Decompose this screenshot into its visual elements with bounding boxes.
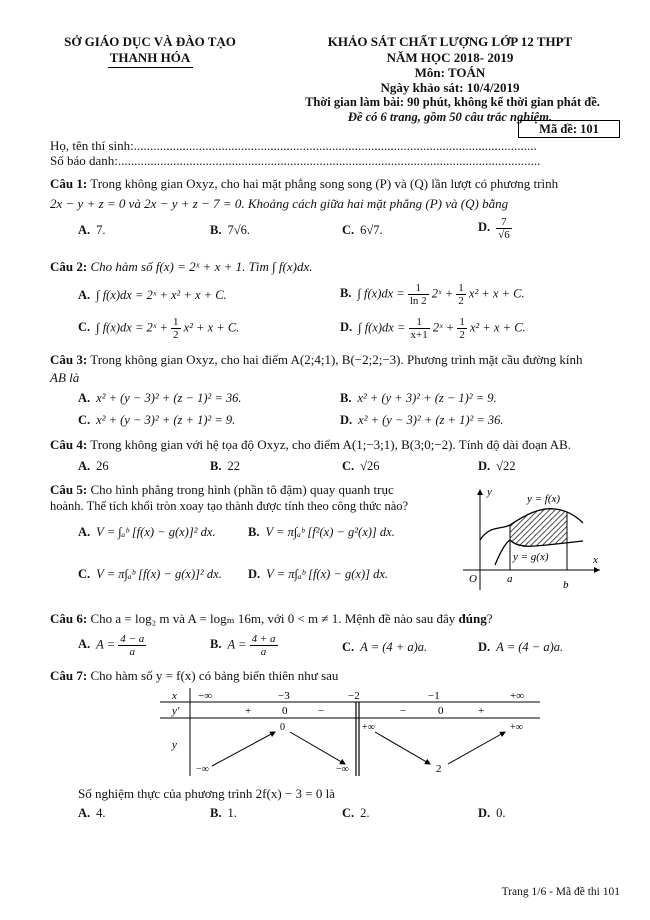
header-divider: [108, 67, 193, 68]
y-axis-arrow: [477, 489, 483, 495]
q1-option-c[interactable]: C. 6√7.: [342, 223, 383, 237]
q4-option-c[interactable]: C. √26: [342, 459, 380, 473]
q2-option-a[interactable]: A. ∫ f(x)dx = 2ˣ + x² + x + C.: [78, 288, 227, 302]
b-label: b: [563, 579, 569, 591]
sign-1: +: [245, 705, 252, 717]
school-year: NĂM HỌC 2018- 2019: [386, 50, 514, 65]
arrow-increase-1: [212, 732, 275, 766]
exam-duration: Thời gian làm bài: 90 phút, không kể thời gian phát đề.: [305, 95, 600, 109]
y-value-start: −∞: [196, 764, 209, 775]
q2-option-c[interactable]: C. ∫ f(x)dx = 2ˣ + $\frac{1}{2}$ x² + x + C.: [78, 316, 240, 341]
origin-label: O: [469, 573, 477, 585]
question-1: [50, 176, 558, 192]
question-5-line2: hoành. Thể tích khối tròn xoay tạo thành được tính theo công thức nào?: [50, 499, 409, 513]
student-id-field[interactable]: Số báo danh:..................................................................................................................................: [50, 153, 541, 168]
page-footer: Trang 1/6 - Mã đề thi 101: [501, 886, 620, 898]
subject: Môn: TOÁN: [414, 65, 486, 80]
question-3-line2: AB là: [50, 370, 80, 385]
department-name: SỞ GIÁO DỤC VÀ ĐÀO TẠO: [64, 34, 236, 49]
y-value-right-limit: +∞: [362, 722, 375, 733]
a-label: a: [507, 573, 513, 585]
q1-option-b[interactable]: B. 7√6.: [210, 223, 250, 237]
sign-2: 0: [282, 705, 288, 717]
question-5: Câu 5: Cho hình phẳng trong hình (phần tô đậm) quay quanh trục: [50, 482, 394, 497]
q5-option-a[interactable]: A. V = ∫ₐᵇ [f(x) − g(x)]² dx.: [78, 525, 216, 539]
shaded-region: [510, 509, 567, 547]
student-name-field[interactable]: Họ, tên thí sinh:............................................................................................................................: [50, 138, 537, 153]
q2-option-d[interactable]: D. ∫ f(x)dx = $\frac{1}{x+1}$ 2ˣ + $\frac{1}{2}$ x² + x + C.: [340, 316, 526, 341]
q1-option-d[interactable]: D. $\frac{7}{√6}$: [478, 216, 510, 241]
question-4: Câu 4: Trong không gian với hệ tọa độ Oxyz, cho điểm A(1;−3;1), B(3;0;−2). Tính độ dài đoạn AB.: [50, 437, 572, 452]
q6-option-a[interactable]: A. A = $\frac{4 - a}{a}$: [78, 633, 145, 658]
question-1-label: Câu 1:: [50, 176, 88, 191]
q4-option-b[interactable]: B. 22: [210, 459, 240, 473]
q5-option-b[interactable]: B. V = π∫ₐᵇ [f²(x) − g²(x)] dx.: [248, 525, 395, 539]
x-value-4: −1: [428, 690, 440, 702]
arrow-decrease-2: [375, 732, 430, 764]
x-axis-label: x: [593, 554, 598, 566]
sign-5: 0: [438, 705, 444, 717]
exam-title: KHẢO SÁT CHẤT LƯỢNG LỚP 12 THPT: [327, 34, 573, 49]
variation-table: [160, 688, 540, 778]
q1-option-a[interactable]: A. 7.: [78, 223, 106, 237]
exam-code-box: Mã đề: 101: [518, 120, 620, 138]
y-value-min: 2: [436, 763, 442, 775]
question-7-ask: Số nghiệm thực của phương trình 2f(x) − 3 = 0 là: [78, 786, 335, 801]
sign-4: −: [400, 705, 407, 717]
exam-date: Ngày khảo sát: 10/4/2019: [380, 80, 520, 95]
g-label: y = g(x): [513, 551, 549, 563]
q3-option-c[interactable]: C. x² + (y − 3)² + (z + 1)² = 9.: [78, 413, 236, 427]
arrow-increase-2: [448, 732, 505, 764]
province-name: THANH HÓA: [109, 50, 191, 65]
q3-option-b[interactable]: B. x² + (y + 3)² + (z − 1)² = 9.: [340, 391, 497, 405]
table-yp-label: y′: [172, 705, 180, 717]
x-axis-arrow: [594, 567, 600, 573]
sign-6: +: [478, 705, 485, 717]
x-value-2: −3: [278, 690, 290, 702]
y-value-max: 0: [280, 722, 285, 733]
q5-option-d[interactable]: D. V = π∫ₐᵇ [f(x) − g(x)] dx.: [248, 567, 389, 581]
question-1-line2: 2x − y + z = 0 và 2x − y + z − 7 = 0. Khoảng cách giữa hai mặt phẳng (P) và (Q) bằng: [50, 196, 509, 211]
q3-option-d[interactable]: D. x² + (y − 3)² + (z + 1)² = 36.: [340, 413, 504, 427]
question-7: Câu 7: Cho hàm số y = f(x) có bảng biến thiên như sau: [50, 668, 339, 683]
q4-option-a[interactable]: A. 26: [78, 459, 109, 473]
page-count: Đề có 6 trang, gồm 50 câu trắc nghiệm.: [347, 110, 553, 124]
q4-option-d[interactable]: D. √22: [478, 459, 516, 473]
table-y-label: y: [172, 739, 177, 751]
x-value-5: +∞: [510, 690, 525, 702]
q7-option-b[interactable]: B. 1.: [210, 806, 237, 820]
sign-3: −: [318, 705, 325, 717]
x-value-3: −2: [348, 690, 360, 702]
y-value-end: +∞: [510, 722, 523, 733]
q6-option-b[interactable]: B. A = $\frac{4 + a}{a}$: [210, 633, 276, 658]
f-label: y = f(x): [527, 493, 561, 505]
question-2: Câu 2: Cho hàm số f(x) = 2ˣ + x + 1. Tìm ∫ f(x)dx.: [50, 259, 313, 274]
q7-option-c[interactable]: C. 2.: [342, 806, 370, 820]
question-1-line1: Trong không gian Oxyz, cho hai mặt phẳng song song (P) và (Q) lần lượt có phương trình: [90, 176, 559, 191]
arrow-decrease-1: [290, 732, 345, 764]
table-x-label: x: [172, 690, 177, 702]
q6-option-c[interactable]: C. A = (4 + a)a.: [342, 640, 428, 654]
y-value-left-limit: −∞: [336, 764, 349, 775]
q3-option-a[interactable]: A. x² + (y − 3)² + (z − 1)² = 36.: [78, 391, 242, 405]
q5-graph: [455, 485, 605, 595]
q6-option-d[interactable]: D. A = (4 − a)a.: [478, 640, 564, 654]
x-value-1: −∞: [198, 690, 213, 702]
q7-option-a[interactable]: A. 4.: [78, 806, 106, 820]
question-6: Câu 6: Cho a = log₂ m và A = logₘ 16m, với 0 < m ≠ 1. Mệnh đề nào sau đây đúng?: [50, 611, 493, 626]
y-axis-label: y: [487, 486, 492, 498]
q7-option-d[interactable]: D. 0.: [478, 806, 506, 820]
q5-option-c[interactable]: C. V = π∫ₐᵇ [f(x) − g(x)]² dx.: [78, 567, 222, 581]
q2-option-b[interactable]: B. ∫ f(x)dx = $\frac{1}{\ln 2}$ 2ˣ + $\frac{1}{2}$ x² + x + C.: [340, 282, 525, 307]
question-3: Câu 3: Trong không gian Oxyz, cho hai điểm A(2;4;1), B(−2;2;−3). Phương trình mặt cầu đường kính: [50, 352, 583, 367]
